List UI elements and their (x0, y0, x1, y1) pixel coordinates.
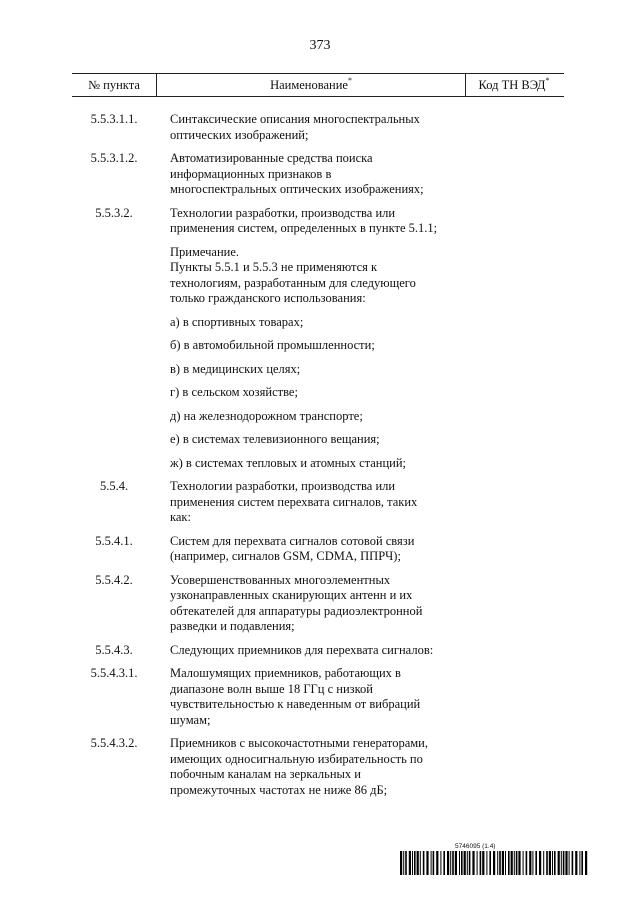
barcode-bar (523, 851, 524, 875)
barcode-bar (569, 851, 570, 875)
table-row (72, 456, 564, 472)
barcode-bar (575, 851, 577, 875)
table-row (72, 112, 564, 143)
table-body (72, 112, 564, 806)
barcode-bar (563, 851, 565, 875)
item-number (72, 432, 156, 448)
barcode-bar (508, 851, 510, 875)
item-number: 5.5.4.3. (95, 642, 133, 657)
barcode-bar (447, 851, 449, 875)
barcode-bar (561, 851, 562, 875)
column-header-number: № пункта (88, 78, 140, 92)
item-text: Усовершенствованных многоэлементных узконаправленных сканирующих антенн и их обтекателей для аппаратуры радиоэлектронной разведки и подавления; (170, 572, 423, 633)
barcode-bar (461, 851, 463, 875)
barcode-bar (511, 851, 513, 875)
item-text: Малошумящих приемников, работающих в диапазоне волн выше 18 ГГц с низкой чувствительностью к наведенным от вибраций шумам; (170, 666, 421, 727)
item-number: 5.5.4. (99, 479, 129, 493)
barcode-bar (417, 851, 419, 875)
barcode-label: 5746095 (1.4) (455, 843, 496, 850)
barcode-bar (409, 851, 411, 875)
item-text: Систем для перехвата сигналов сотовой связи (например, сигналов GSM, CDMA, ППРЧ); (170, 533, 415, 563)
barcode-bar (565, 851, 567, 875)
table-row (72, 666, 564, 728)
item-number (72, 456, 156, 472)
barcode-bar (450, 851, 451, 875)
item-text: Следующих приемников для перехвата сигналов: (170, 642, 434, 657)
item-text: Технологии разработки, производства или применения систем перехвата сигналов, таких как: (170, 479, 418, 524)
barcode-bar (436, 851, 438, 875)
table-row (72, 409, 564, 425)
barcode-bar (585, 851, 587, 875)
item-number (72, 362, 156, 378)
item-number (72, 385, 156, 401)
barcode-bar (529, 851, 531, 875)
barcode-bar (467, 851, 468, 875)
item-number (72, 409, 156, 425)
barcode-bar (472, 851, 474, 875)
table-row (72, 362, 564, 378)
table-row (72, 206, 564, 237)
table-row (72, 534, 564, 565)
barcode-bar (452, 851, 454, 875)
item-text: б) в автомобильной промышленности; (170, 338, 375, 352)
barcode-bar (499, 851, 501, 875)
barcode-bar (426, 851, 428, 875)
column-header-code: Код ТН ВЭД* (478, 76, 550, 92)
page-number: 373 (309, 38, 331, 53)
barcode-bar (443, 851, 445, 875)
barcode-bar (539, 851, 541, 875)
barcode-bar (486, 851, 487, 875)
barcode-bar (420, 851, 421, 875)
barcode-bar (493, 851, 495, 875)
item-text: в) в медицинских целях; (170, 361, 301, 376)
item-number: 5.5.3.1.2. (90, 151, 138, 165)
barcode-bar (558, 851, 560, 875)
barcode-bar (405, 851, 407, 875)
barcode-bar (497, 851, 498, 875)
table-row (72, 736, 564, 798)
barcode-bar (480, 851, 482, 875)
footnote-mark: * (347, 76, 352, 85)
barcode-bar (535, 851, 537, 875)
item-number: 5.5.4.1. (95, 533, 133, 548)
barcode-bar (549, 851, 551, 875)
barcode-bar (433, 851, 435, 875)
table-header (72, 73, 564, 97)
table-row (72, 338, 564, 354)
barcode-bar (516, 851, 518, 875)
table-row (72, 643, 564, 659)
item-number (72, 338, 156, 354)
item-text: е) в системах телевизионного вещания; (170, 432, 380, 446)
table-row (72, 385, 564, 401)
item-text: а) в спортивных товарах; (170, 314, 304, 329)
barcode-bar (579, 851, 580, 875)
item-number (72, 245, 156, 307)
barcode-bar (403, 851, 404, 875)
table-row (72, 479, 564, 526)
item-text: д) на железнодорожном транспорте; (170, 408, 363, 423)
table-row (72, 573, 564, 635)
barcode-bar (469, 851, 471, 875)
barcode-bar (414, 851, 416, 875)
barcode-bar (455, 851, 457, 875)
barcode-bar (572, 851, 574, 875)
table-row (72, 151, 564, 198)
item-text: ж) в системах тепловых и атомных станций; (170, 455, 407, 470)
barcode-bar (400, 851, 402, 875)
item-number: 5.5.4.3.1. (90, 666, 138, 680)
table-row (72, 432, 564, 448)
barcode-bar (532, 851, 533, 875)
barcode-bar (459, 851, 460, 875)
barcode-bar (554, 851, 556, 875)
item-number: 5.5.4.2. (95, 572, 133, 587)
item-number: 5.5.3.2. (95, 205, 133, 220)
barcode-bar (431, 851, 432, 875)
item-text: Примечание. Пункты 5.5.1 и 5.5.3 не применяются к технологиям, разработанным для следующего только гражданского использования: (170, 244, 416, 305)
item-text: Приемников с высокочастотными генераторами, имеющих односигнальную избирательность по побочным каналам на зеркальных и промежуточных частотах не ниже 86 дБ; (170, 736, 428, 797)
item-text: Технологии разработки, производства или применения систем, определенных в пункте 5.1.1; (170, 205, 438, 235)
barcode-bar (543, 851, 544, 875)
barcode-bar (502, 851, 504, 875)
barcode-bar (505, 851, 506, 875)
barcode-bar (412, 851, 413, 875)
barcode-bar (482, 851, 484, 875)
barcode-bar (581, 851, 583, 875)
barcode-bar (423, 851, 425, 875)
barcode-bar (489, 851, 491, 875)
barcode-image (400, 851, 588, 875)
barcode-bar (518, 851, 520, 875)
column-header-name: Наименование* (156, 74, 466, 96)
item-text: Синтаксические описания многоспектральных оптических изображений; (170, 112, 420, 142)
barcode-bar (464, 851, 466, 875)
footnote-mark: * (545, 76, 550, 85)
item-number (72, 315, 156, 331)
item-number: 5.5.3.1.1. (90, 112, 138, 126)
barcode-bar (552, 851, 553, 875)
barcode-bar (477, 851, 478, 875)
table-row (72, 245, 564, 307)
barcode-bar (440, 851, 441, 875)
barcode-bar (514, 851, 515, 875)
barcode-bar (546, 851, 548, 875)
item-number: 5.5.4.3.2. (90, 736, 138, 750)
item-text: Автоматизированные средства поиска информационных признаков в многоспектральных оптических изображениях; (170, 151, 424, 196)
item-text: г) в сельском хозяйстве; (170, 385, 298, 399)
barcode-bar (526, 851, 528, 875)
table-row (72, 315, 564, 331)
